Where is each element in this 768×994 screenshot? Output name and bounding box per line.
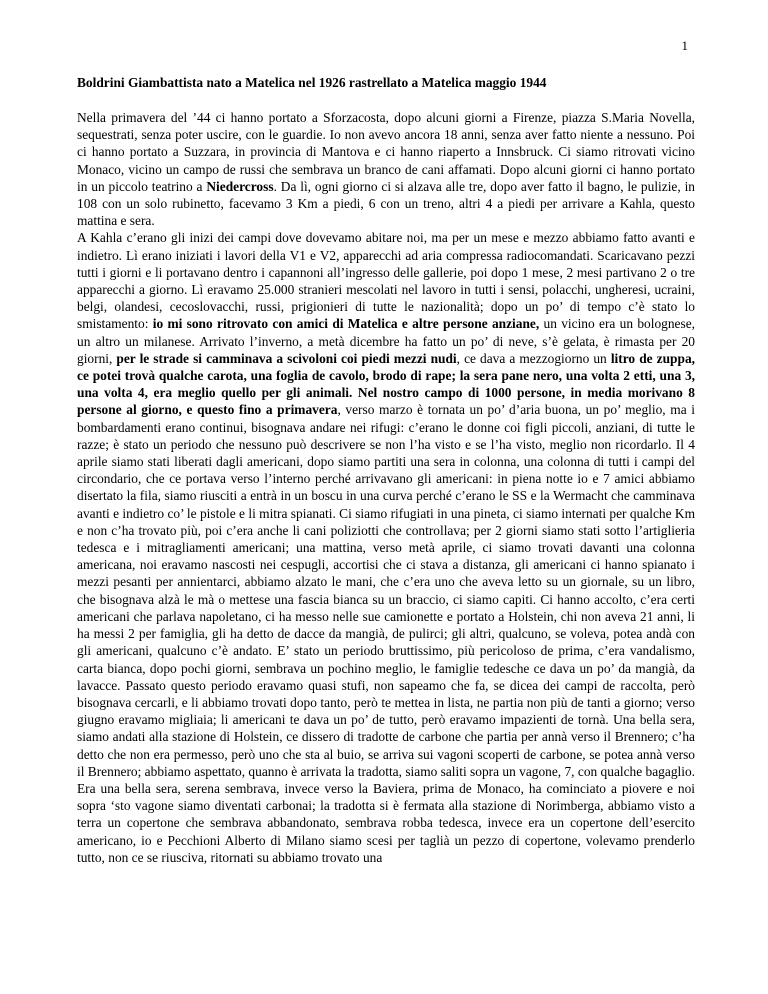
- bold-text-run: Niedercross: [206, 178, 274, 194]
- document-body: [77, 75, 695, 866]
- page-number: 1: [681, 38, 688, 53]
- text-run: Nella primavera del ’44 ci hanno portato a Sforzacosta, dopo alcuni giorni a Firenze, piazza S.Maria Novella, sequestrati, senza poter uscire, con le guardie. Io non avevo ancora 18 anni, senza aver fatto niente a nessuno. Poi ci hanno portato a Suzzara, in provincia di Mantova e ci hanno riaperto a Innsbruck. Ci siamo ritrovati vicino Monaco, vicino un campo de russi che sembrava un branco de cani affamati. Dopo alcuni giorni ci hanno portato in un piccolo teatrino a: [77, 110, 695, 194]
- text-run: , verso marzo è tornata un po’ d’aria buona, un po’ meglio, ma i bombardamenti erano continui, bisognava andare nei rifugi: c’erano le donne coi figli piccoli, anziani, di tutte le razze; è stato un periodo che nessuno può descrivere se non l’ha visto e se l’ha visto, meglio non ricordarlo. Il 4 aprile siamo stati liberati dagli americani, dopo siamo partiti una sera in colonna, una colonna di tutti i campi del circondario, che ce portava verso l’interno perché arrivavano gli americani: in piena notte io e 7 amici abbiamo disertato la fila, siamo riusciti a entrà in un boscu in una curva perché c’erano le SS e la Wermacht che camminava avanti e indietro co’ le pistole e li mitra spianati. Ci siamo rifugiati in una pineta, ci siamo internati per qualche Km e non c’ha trovato più, poi c’era anche li cani poliziotti che controllava; per 2 giorni siamo stati sotto l’artiglieria tedesca e i mitragliamenti americani; una mattina, verso metà aprile, ci siamo trovati davanti una colonna americana, noi eravamo nascosti nei cespugli, accortisi che ci stava a distanza, gli americani ci hanno spianato i mezzi pesanti per annientarci, abbiamo alzato le mani, che c’era uno che aveva letto su un giornale, su un libro, che bisognava alzà le mà o mettese una fascia bianca su un braccio, ci siamo capiti. Ci hanno accolto, c’era certi americani che parlava napoletano, ci ha messo nelle sue camionette e portato a Holstein, chi non aveva 21 anni, li ha messi 2 per famiglia, gli ha detto de dacce da mangià, de pulirci; gli altri, qualcuno, se voleva, potea andà con gli americani, qualcuno c’è andato. E’ stato un periodo bruttissimo, più pericoloso de prima, c’era vandalismo, carta bianca, dopo pochi giorni, sembrava un pochino meglio, le famiglie tedesche ce dava un po’ da mangià, da lavacce. Passato questo periodo eravamo quasi stufi, non sapeamo che fa, se dicea dei campi de raccolta, però bisognava cercarli, e li abbiamo trovati dopo tanto, però te mettea in lista, ne partia non più de tanti a giorno; verso giugno eravamo migliaia; li americani te dava un po’ de tutto, però eravamo impazienti de tornà. Una bella sera, siamo andati alla stazione di Holstein, ce dissero di tradotte de carbone che partia per annà verso il Brennero; c’ha detto che non era permesso, però uno che sta al buio, se arriva sui vagoni scoperti de carbone, se potea annà verso il Brennero; abbiamo aspettato, quanno è arrivata la tradotta, siamo saliti sopra un vagone, 7, con qualche bagaglio. Era una bella sera, serena sembrava, invece verso la Baviera, prima de Monaco, ha cominciato a piovere e noi sopra ‘sto vagone siamo diventati carbonai; la tradotta si è fermata alla stazione di Norimberga, abbiamo visto a terra un copertone che sembrava abbandonato, sembrava robba tedesca, invece era un copertone dell’esercito americano, io e Pecchioni Alberto di Milano siamo scesi per taglià un pezzo di copertone, volevamo prenderlo tutto, non ce se riusciva, ritornati su abbiamo trovato una: [77, 402, 696, 865]
- text-run: , ce dava a mezzogiorno un: [456, 350, 611, 366]
- document-text: [77, 109, 695, 866]
- paragraph: [77, 109, 695, 229]
- text-run: . Da lì, ogni giorno ci si alzava alle tre, dopo aver fatto il bagno, le pulizie, in 108 con un solo rubinetto, facevamo 3 Km a piedi, 6 con un treno, altri 4 a piedi per arrivare a Kahla, questo mattina e sera.: [77, 178, 695, 229]
- text-run: un vicino era un bolognese, un altro un milanese. Arrivato l’inverno, a metà dicembre ha fatto un po’ di neve, s’è gelata, è rimasta per 20 giorni,: [77, 316, 695, 366]
- document-title: Boldrini Giambattista nato a Matelica nel 1926 rastrellato a Matelica maggio 1944: [77, 75, 547, 90]
- bold-text-run: io mi sono ritrovato con amici di Matelica e altre persone anziane,: [152, 316, 540, 332]
- text-run: A Kahla c’erano gli inizi dei campi dove dovevamo abitare noi, ma per un mese e mezzo abbiamo fatto avanti e indietro. Lì erano iniziati i lavori della V1 e V2, apparecchi ad aria compressa radiocomandati. Scaricavano pezzi tutti i giorni e li portavano dentro i capannoni all’ingresso delle gallerie, poi dopo 1 mese, 2 mesi partivano 2 o tre apparecchi a giorno. Lì eravamo 25.000 stranieri mescolati nel lavoro in tutti i sensi, polacchi, ungheresi, ucraini, belgi, olandesi, cecoslovacchi, russi, prigionieri di tutte le nazionalità; dopo un po’ di tempo c’è stato lo smistamento:: [77, 230, 695, 332]
- paragraph: [77, 229, 695, 866]
- bold-text-run: per le strade si camminava a scivoloni coi piedi mezzi nudi: [116, 350, 457, 366]
- bold-text-run: litro de zuppa, ce potei trovà qualche carota, una foglia de cavolo, brodo di rape; la sera pane nero, una volta 2 etti, una 3, una volta 4, era meglio quello per gli animali. Nel nostro campo di 1000 persone, in media morivano 8 persone al giorno, e questo fino a primavera: [77, 350, 695, 418]
